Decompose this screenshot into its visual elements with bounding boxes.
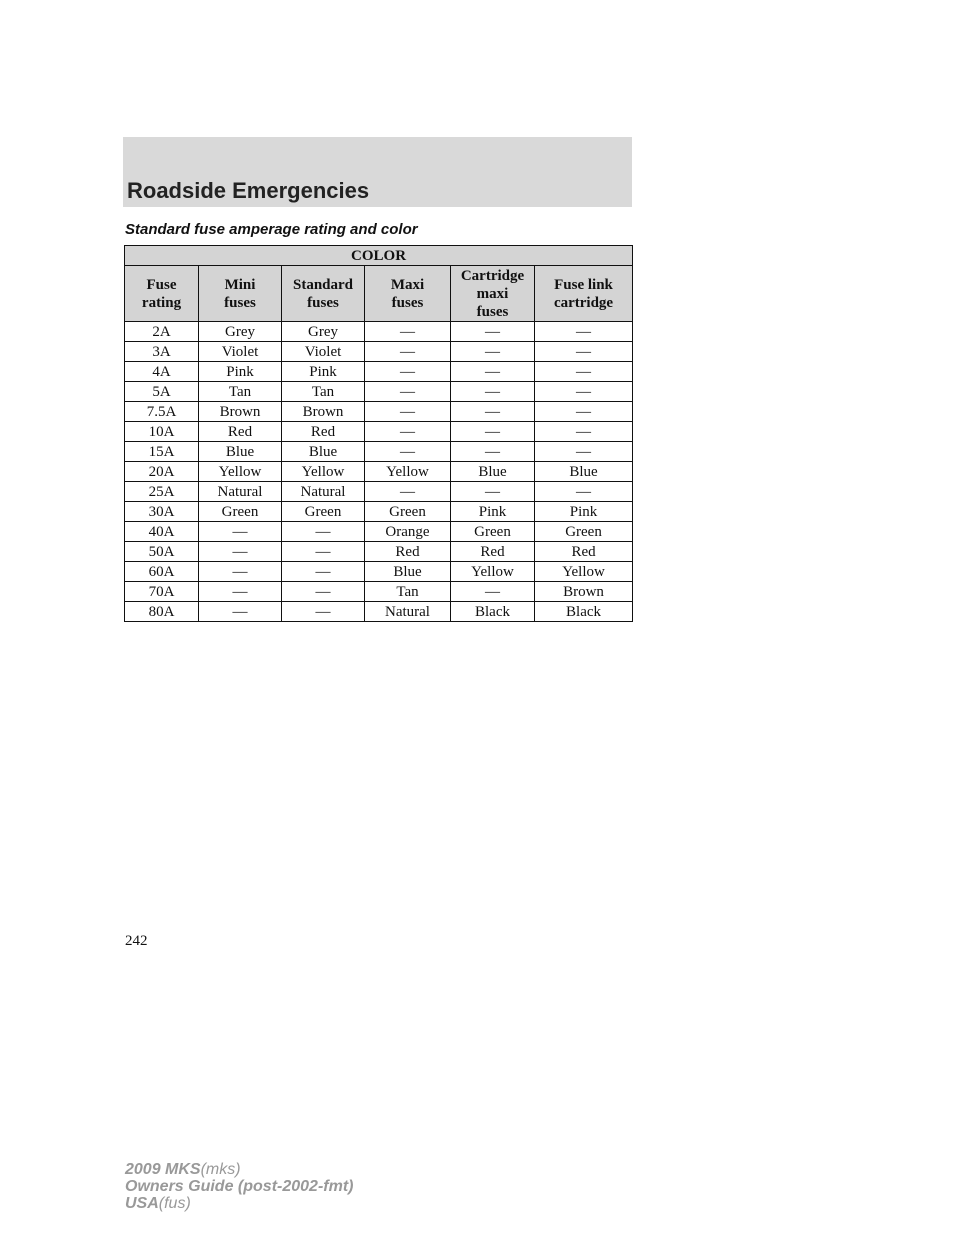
table-cell: 30A	[125, 502, 199, 522]
table-cell: —	[365, 382, 451, 402]
table-cell: 60A	[125, 562, 199, 582]
table-cell: Green	[535, 522, 633, 542]
table-row	[125, 562, 633, 582]
document-footer	[125, 1161, 353, 1212]
table-cell: Green	[451, 522, 535, 542]
column-header-line: Maxi	[390, 276, 425, 293]
table-cell: 70A	[125, 582, 199, 602]
table-cell: Brown	[199, 402, 282, 422]
column-header	[125, 266, 199, 322]
table-cell: —	[451, 362, 535, 382]
table-cell: Blue	[199, 442, 282, 462]
table-cell: Violet	[282, 342, 365, 362]
table-cell: Violet	[199, 342, 282, 362]
table-cell: —	[535, 422, 633, 442]
table-cell: 2A	[125, 322, 199, 342]
footer-market-code: (fus)	[158, 1195, 191, 1212]
table-cell: Black	[535, 602, 633, 622]
table-cell: —	[282, 522, 365, 542]
table-row	[125, 442, 633, 462]
column-header	[535, 266, 633, 322]
table-cell: 80A	[125, 602, 199, 622]
table-row	[125, 482, 633, 502]
column-header	[451, 266, 535, 322]
table-cell: Red	[365, 542, 451, 562]
table-cell: —	[199, 602, 282, 622]
column-header-line: fuses	[391, 294, 424, 311]
table-row	[125, 462, 633, 482]
table-row	[125, 602, 633, 622]
table-cell: Green	[282, 502, 365, 522]
column-header-line: Mini	[224, 276, 256, 293]
column-header-line: Fuse	[146, 276, 177, 293]
table-cell: —	[199, 522, 282, 542]
table-cell: Orange	[365, 522, 451, 542]
table-cell: —	[365, 442, 451, 462]
table-cell: Yellow	[365, 462, 451, 482]
table-cell: —	[451, 342, 535, 362]
table-cell: 25A	[125, 482, 199, 502]
table-cell: Blue	[451, 462, 535, 482]
column-header-line: cartridge	[553, 294, 614, 311]
table-cell: —	[451, 322, 535, 342]
table-cell: 20A	[125, 462, 199, 482]
table-cell: —	[535, 482, 633, 502]
table-cell: 7.5A	[125, 402, 199, 422]
table-row	[125, 402, 633, 422]
table-cell: —	[451, 422, 535, 442]
table-cell: —	[451, 382, 535, 402]
table-cell: 5A	[125, 382, 199, 402]
table-cell: Blue	[365, 562, 451, 582]
table-cell: 3A	[125, 342, 199, 362]
table-row	[125, 362, 633, 382]
table-cell: Black	[451, 602, 535, 622]
table-cell: Blue	[535, 462, 633, 482]
column-header-line: fuses	[476, 303, 509, 320]
table-cell: Pink	[282, 362, 365, 382]
table-row	[125, 502, 633, 522]
table-cell: Red	[199, 422, 282, 442]
table-cell: —	[535, 362, 633, 382]
table-row	[125, 522, 633, 542]
table-row	[125, 422, 633, 442]
table-cell: Brown	[535, 582, 633, 602]
table-cell: —	[282, 562, 365, 582]
section-title: Roadside Emergencies	[127, 178, 370, 203]
column-header-line: Standard	[292, 276, 354, 293]
table-cell: 10A	[125, 422, 199, 442]
table-cell: Pink	[451, 502, 535, 522]
table-row	[125, 542, 633, 562]
column-header-line: rating	[141, 294, 182, 311]
table-cell: 15A	[125, 442, 199, 462]
page-number: 242	[125, 933, 148, 949]
footer-model: 2009 MKS	[125, 1161, 201, 1178]
table-cell: —	[365, 322, 451, 342]
table-cell: —	[199, 542, 282, 562]
table-cell: Natural	[365, 602, 451, 622]
table-cell: —	[365, 482, 451, 502]
column-header	[282, 266, 365, 322]
color-group-header: COLOR	[125, 246, 633, 266]
table-cell: Pink	[199, 362, 282, 382]
table-cell: —	[365, 402, 451, 422]
table-cell: —	[535, 442, 633, 462]
table-cell: Grey	[282, 322, 365, 342]
table-cell: —	[451, 402, 535, 422]
table-cell: Green	[365, 502, 451, 522]
table-cell: Natural	[282, 482, 365, 502]
table-cell: —	[365, 422, 451, 442]
table-cell: 50A	[125, 542, 199, 562]
table-cell: —	[199, 582, 282, 602]
column-header-line: Cartridge	[460, 267, 525, 284]
column-header-line: fuses	[224, 294, 256, 311]
table-row	[125, 582, 633, 602]
footer-market: USA	[125, 1195, 159, 1212]
table-cell: Blue	[282, 442, 365, 462]
table-cell: Brown	[282, 402, 365, 422]
table-cell: 40A	[125, 522, 199, 542]
table-cell: —	[282, 582, 365, 602]
table-cell: —	[451, 482, 535, 502]
table-cell: Grey	[199, 322, 282, 342]
column-header	[199, 266, 282, 322]
table-cell: Green	[199, 502, 282, 522]
table-cell: —	[535, 322, 633, 342]
table-cell: Yellow	[282, 462, 365, 482]
table-cell: —	[199, 562, 282, 582]
table-cell: —	[282, 542, 365, 562]
table-cell: Red	[535, 542, 633, 562]
table-cell: —	[365, 342, 451, 362]
table-cell: —	[535, 402, 633, 422]
table-row	[125, 322, 633, 342]
table-cell: —	[451, 582, 535, 602]
table-row	[125, 382, 633, 402]
table-cell: Red	[451, 542, 535, 562]
table-cell: —	[451, 442, 535, 462]
table-cell: Pink	[535, 502, 633, 522]
column-header-line: fuses	[307, 294, 339, 311]
column-header	[365, 266, 451, 322]
table-cell: —	[535, 382, 633, 402]
column-header-line: Fuse link	[554, 276, 613, 293]
table-cell: 4A	[125, 362, 199, 382]
table-cell: Yellow	[199, 462, 282, 482]
footer-guide: Owners Guide (post-2002-fmt)	[125, 1178, 354, 1195]
table-cell: Tan	[365, 582, 451, 602]
table-cell: —	[365, 362, 451, 382]
column-header-line: maxi	[476, 285, 509, 302]
table-cell: Yellow	[451, 562, 535, 582]
footer-model-code: (mks)	[200, 1161, 241, 1178]
table-cell: —	[535, 342, 633, 362]
table-cell: Tan	[199, 382, 282, 402]
table-caption: Standard fuse amperage rating and color	[125, 221, 418, 238]
fuse-color-table	[124, 245, 633, 622]
table-cell: Yellow	[535, 562, 633, 582]
table-cell: —	[282, 602, 365, 622]
table-cell: Tan	[282, 382, 365, 402]
table-cell: Red	[282, 422, 365, 442]
table-row	[125, 342, 633, 362]
table-cell: Natural	[199, 482, 282, 502]
